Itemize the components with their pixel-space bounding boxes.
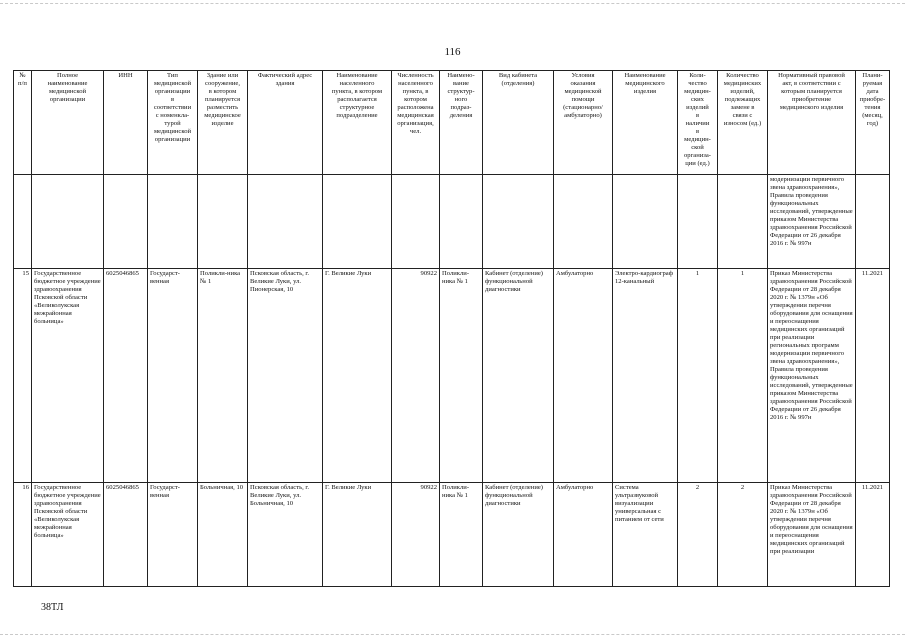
cell-empty: [104, 175, 148, 269]
cell-org-name: Государственное бюджетное учреждение здравоохранения Псковской области «Великолукская межрайонная больница»: [32, 269, 104, 483]
equipment-table: [13, 70, 890, 587]
cell-replace: 2: [718, 483, 768, 587]
cell-empty: [32, 175, 104, 269]
cell-empty: [198, 175, 248, 269]
cell-building: Поликли-ника № 1: [198, 269, 248, 483]
cell-population: 90922: [392, 483, 440, 587]
cell-population: 90922: [392, 269, 440, 483]
cell-empty: [440, 175, 483, 269]
scan-bottom-edge: [0, 634, 905, 636]
cell-address: Псковская область, г. Великие Луки, ул. Больничная, 10: [248, 483, 323, 587]
header-org-type: Тип медицинской организации в соответствии с номенкла- турой медицинской организации: [148, 71, 198, 175]
cell-cabinet: Кабинет (отделение) функциональной диагностики: [483, 483, 554, 587]
header-legal-act: Нормативный правовой акт, в соответствии с которым планируется приобретение медицинского изделия: [768, 71, 856, 175]
scan-top-edge: [0, 3, 905, 5]
cell-inn: 6025046865: [104, 269, 148, 483]
cell-date: 11.2021: [856, 269, 890, 483]
cell-empty: [323, 175, 392, 269]
cell-settlement: Г. Великие Луки: [323, 269, 392, 483]
cell-conditions: Амбулаторно: [554, 483, 613, 587]
cell-empty: [248, 175, 323, 269]
header-conditions: Условия оказания медицинской помощи (стационарно/ амбулаторно): [554, 71, 613, 175]
cell-empty: [554, 175, 613, 269]
cell-address: Псковская область, г. Великие Луки, ул. Пионерская, 10: [248, 269, 323, 483]
cell-number: 15: [14, 269, 32, 483]
cell-number: 16: [14, 483, 32, 587]
cell-legal-act-continuation: модернизации первичного звена здравоохранения», Правила проведения функциональных исследований, утвержденные приказом Министерства здравоохранения Российской Федерации от 26 декабря 2016 г. № 997н: [768, 175, 856, 269]
header-number: № п/п: [14, 71, 32, 175]
header-inn: ИНН: [104, 71, 148, 175]
table-header-row: [14, 71, 890, 175]
cell-legal-act: Приказ Министерства здравоохранения Российской Федерации от 28 декабря 2020 г. № 1379н «Об утверждении перечня оборудования для оснащения и переоснащения медицинских организаций при реализации региональных программ модернизации первичного звена здравоохранения», Правила проведения функциональных исследований, утвержденные приказом Министерства здравоохранения Российской Федерации от 26 декабря 2016 г. № 997н: [768, 269, 856, 483]
header-unit: Наимено- вание структур- ного подраз- деления: [440, 71, 483, 175]
table-row: [14, 483, 890, 587]
footer-code: 38ТЛ: [41, 602, 64, 613]
cell-empty: [483, 175, 554, 269]
cell-cabinet: Кабинет (отделение) функциональной диагностики: [483, 269, 554, 483]
header-address: Фактический адрес здания: [248, 71, 323, 175]
cell-org-type: Государст-венная: [148, 269, 198, 483]
cell-device: Электро-кардиограф 12-канальный: [613, 269, 678, 483]
cell-inn: 6025046865: [104, 483, 148, 587]
header-replace: Количество медицинских изделий, подлежащих замене в связи с износом (ед.): [718, 71, 768, 175]
cell-settlement: Г. Великие Луки: [323, 483, 392, 587]
cell-empty: [613, 175, 678, 269]
cell-org-type: Государст-венная: [148, 483, 198, 587]
cell-legal-act: Приказ Министерства здравоохранения Российской Федерации от 28 декабря 2020 г. № 1379н «Об утверждении перечня оборудования для оснащения и переоснащения медицинских организаций при реализации: [768, 483, 856, 587]
cell-empty: [678, 175, 718, 269]
cell-device: Система ультразвуковой визуализации универсальная с питанием от сети: [613, 483, 678, 587]
cell-unit: Поликли-ника № 1: [440, 269, 483, 483]
header-date: Плани- руемая дата приобре- тения (месяц, год): [856, 71, 890, 175]
header-building: Здание или сооружение, в котором планируется разместить медицинское изделие: [198, 71, 248, 175]
table-row: [14, 269, 890, 483]
header-available: Коли- чество медицин- ских изделий в наличии в медицин- ской организа- ции (ед.): [678, 71, 718, 175]
header-settlement: Наименование населенного пункта, в котором располагается структурное подразделение: [323, 71, 392, 175]
table-row-continuation: [14, 175, 890, 269]
cell-available: 2: [678, 483, 718, 587]
cell-conditions: Амбулаторно: [554, 269, 613, 483]
header-cabinet: Вид кабинета (отделения): [483, 71, 554, 175]
header-org-name: Полное наименование медицинской организации: [32, 71, 104, 175]
header-device: Наименование медицинского изделия: [613, 71, 678, 175]
cell-date: 11.2021: [856, 483, 890, 587]
cell-unit: Поликли-ника № 1: [440, 483, 483, 587]
cell-empty: [148, 175, 198, 269]
cell-org-name: Государственное бюджетное учреждение здравоохранения Псковской области «Великолукская межрайонная больница»: [32, 483, 104, 587]
page-number: 116: [444, 46, 461, 58]
cell-empty: [856, 175, 890, 269]
cell-available: 1: [678, 269, 718, 483]
cell-empty: [392, 175, 440, 269]
cell-empty: [14, 175, 32, 269]
cell-empty: [718, 175, 768, 269]
cell-replace: 1: [718, 269, 768, 483]
header-population: Численность населенного пункта, в котором расположена медицинская организация, чел.: [392, 71, 440, 175]
cell-building: Больничная, 10: [198, 483, 248, 587]
